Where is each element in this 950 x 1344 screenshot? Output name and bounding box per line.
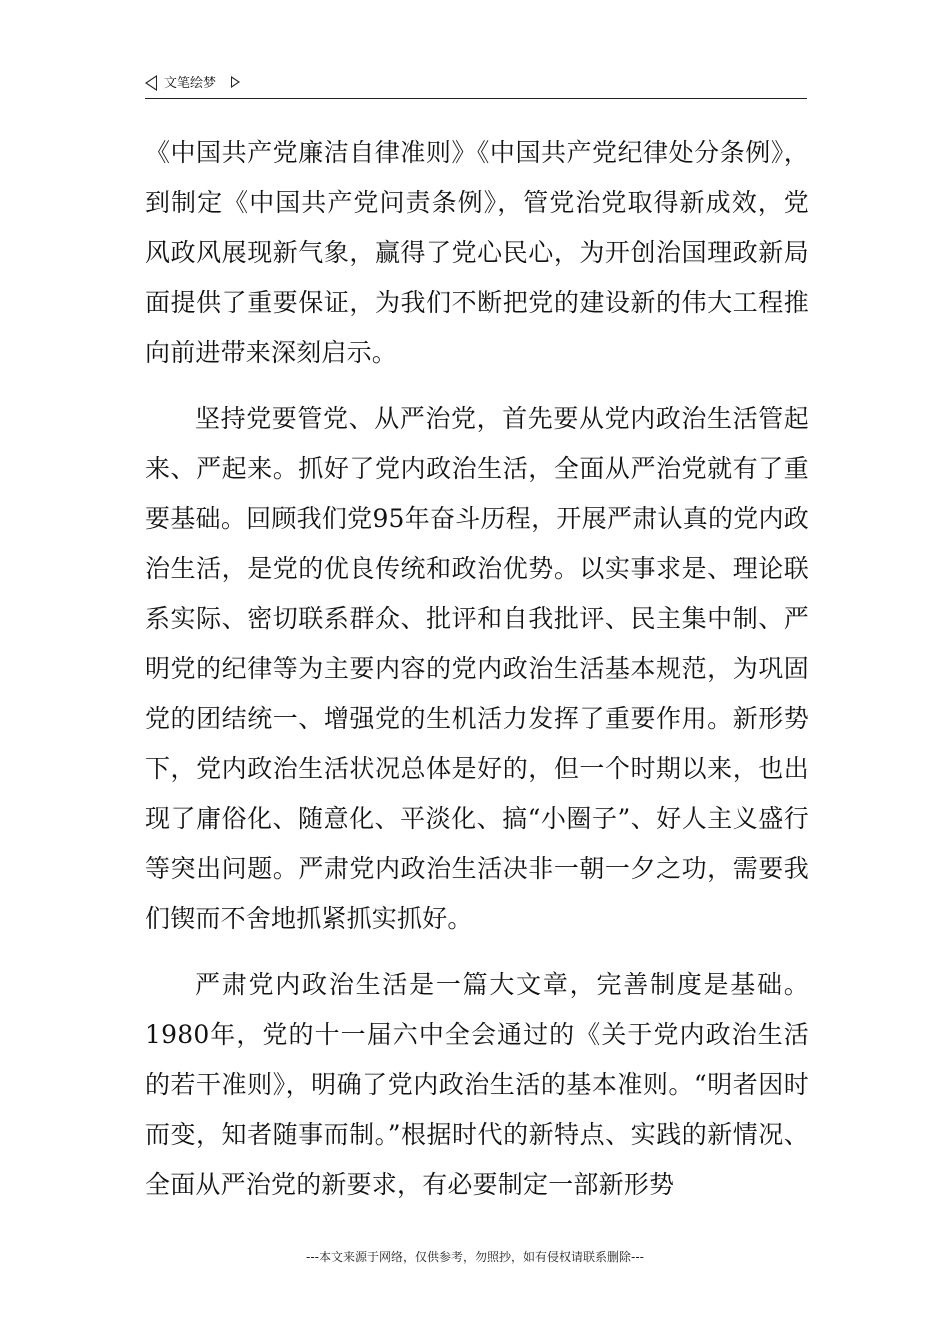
- header-brand: 文笔绘梦: [164, 76, 217, 91]
- paragraph-2: 坚持党要管党、从严治党，首先要从党内政治生活管起来、严起来。抓好了党内政治生活，全面从严治党就有了重要基础。回顾我们党95年奋斗历程，开展严肃认真的党内政治生活，是党的优良传统和政治优势。以实事求是、理论联系实际、密切联系群众、批评和自我批评、民主集中制、严明党的纪律等为主要内容的党内政治生活基本规范，为巩固党的团结统一、增强党的生机活力发挥了重要作用。新形势下，党内政治生活状况总体是好的，但一个时期以来，也出现了庸俗化、随意化、平淡化、搞“小圈子”、好人主义盛行等突出问题。严肃党内政治生活决非一朝一夕之功，需要我们锲而不舍地抓紧抓实抓好。: [145, 404, 809, 933]
- paragraph-1: 《中国共产党廉洁自律准则》《中国共产党纪律处分条例》，到制定《中国共产党问责条例》，管党治党取得新成效，党风政风展现新气象，赢得了党心民心，为开创治国理政新局面提供了重要保证，为我们不断把党的建设新的伟大工程推向前进带来深刻启示。: [145, 138, 809, 367]
- document-body: [145, 128, 809, 1210]
- triangle-left-icon: [145, 75, 157, 91]
- triangle-right-icon: [231, 76, 240, 88]
- page-header: [145, 72, 807, 99]
- page-footer: ---本文来源于网络，仅供参考，勿照抄，如有侵权请联系删除---: [306, 1250, 644, 1264]
- paragraph-3: 严肃党内政治生活是一篇大文章，完善制度是基础。1980年，党的十一届六中全会通过的《关于党内政治生活的若干准则》，明确了党内政治生活的基本准则。“明者因时而变，知者随事而制。”根据时代的新特点、实践的新情况、全面从严治党的新要求，有必要制定一部新形势: [145, 970, 809, 1199]
